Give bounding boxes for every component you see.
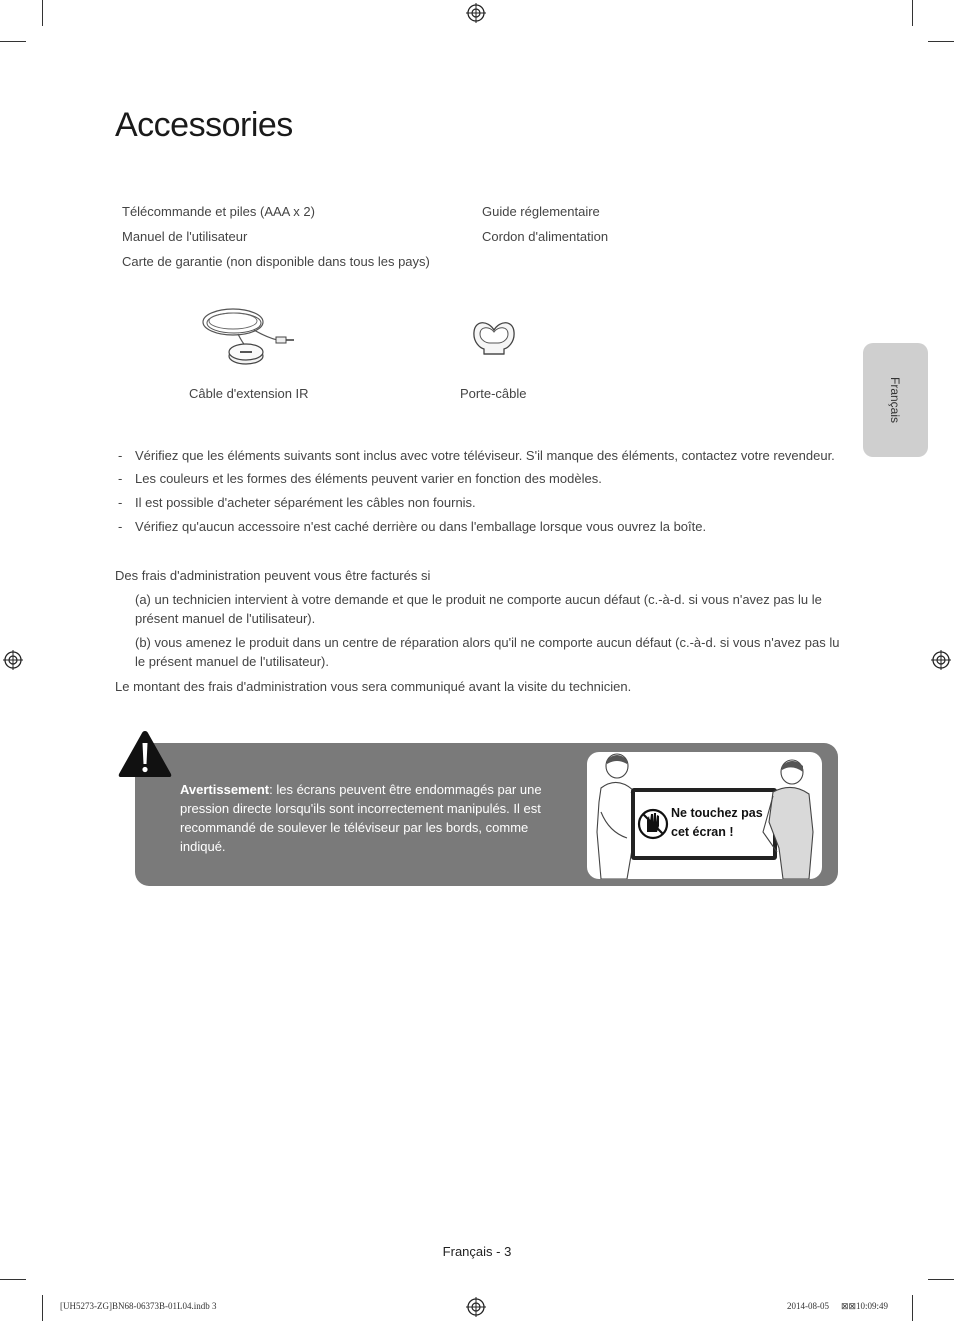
accessory-item: Carte de garantie (non disponible dans tous les pays) (122, 254, 430, 269)
print-file-info: [UH5273-ZG]BN68-06373B-01L04.indb 3 (60, 1301, 217, 1311)
note-text: Vérifiez qu'aucun accessoire n'est caché derrière ou dans l'emballage lorsque vous ouvrez la boîte. (135, 519, 707, 534)
warning-text (180, 780, 560, 856)
registration-mark-icon (3, 650, 23, 670)
ir-extension-cable-icon (198, 300, 298, 375)
note-item: - Les couleurs et les formes des éléments peuvent varier en fonction des modèles. (118, 471, 602, 486)
image-caption: Porte-câble (460, 386, 527, 401)
page-title: Accessories (115, 106, 293, 144)
image-caption: Câble d'extension IR (189, 386, 309, 401)
crop-mark (0, 41, 26, 42)
print-glyph: ⊠⊠ (841, 1301, 857, 1311)
accessory-item: Cordon d'alimentation (482, 229, 609, 244)
fees-outro: Le montant des frais d'administration vous sera communiqué avant la visite du technicien. (115, 679, 632, 694)
no-touch-label (671, 804, 763, 842)
note-item: - Vérifiez qu'aucun accessoire n'est caché derrière ou dans l'emballage lorsque vous ouvrez la boîte. (118, 519, 707, 534)
crop-mark (42, 1295, 43, 1321)
crop-mark (0, 1279, 26, 1280)
side-tab-label: Français (888, 376, 903, 424)
accessory-item: Manuel de l'utilisateur (122, 229, 248, 244)
warning-label: Avertissement (180, 782, 270, 797)
warning-body: : les écrans peuvent être endommagés par une pression directe lorsqu'ils sont incorrectement manipulés. Il est recommandé de soulever le téléviseur par les bords, comme indiqué. (180, 782, 542, 854)
note-text: Les couleurs et les formes des éléments peuvent varier en fonction des modèles. (135, 471, 602, 486)
cable-holder-icon (470, 316, 518, 364)
note-text: Vérifiez que les éléments suivants sont inclus avec votre téléviseur. S'il manque des éléments, contactez votre revendeur. (135, 448, 835, 463)
tv-handling-illustration (587, 752, 822, 879)
no-touch-line-2: cet écran ! (671, 825, 734, 839)
print-time: 10:09:49 (856, 1301, 889, 1311)
note-item: - Vérifiez que les éléments suivants sont inclus avec votre téléviseur. S'il manque des éléments, contactez votre revendeur. (118, 448, 835, 463)
crop-mark (928, 1279, 954, 1280)
crop-mark (42, 0, 43, 26)
accessory-item: Guide réglementaire (482, 204, 600, 219)
page-footer: Français - 3 (442, 1244, 512, 1259)
fees-intro: Des frais d'administration peuvent vous être facturés si (115, 568, 431, 583)
crop-mark (912, 0, 913, 26)
note-text: Il est possible d'acheter séparément les câbles non fournis. (135, 495, 476, 510)
warning-triangle-icon (117, 729, 173, 779)
registration-mark-icon (931, 650, 951, 670)
note-item: - Il est possible d'acheter séparément les câbles non fournis. (118, 495, 476, 510)
print-date: 2014-08-05 (787, 1301, 829, 1311)
fees-case-b: (b) vous amenez le produit dans un centre de réparation alors qu'il ne comporte aucun défaut (c.-à-d. si vous n'avez pas lu le présent manuel de l'utilisateur). (135, 635, 840, 669)
registration-mark-icon (466, 1297, 486, 1317)
fees-case-a: (a) un technicien intervient à votre demande et que le produit ne comporte aucun défaut (c.-à-d. si vous n'avez pas lu le présent manuel de l'utilisateur). (135, 592, 822, 626)
no-touch-line-1: Ne touchez pas (671, 806, 763, 820)
crop-mark (912, 1295, 913, 1321)
language-side-tab (863, 343, 928, 457)
registration-mark-icon (466, 3, 486, 23)
accessory-item: Télécommande et piles (AAA x 2) (122, 204, 315, 219)
crop-mark (928, 41, 954, 42)
